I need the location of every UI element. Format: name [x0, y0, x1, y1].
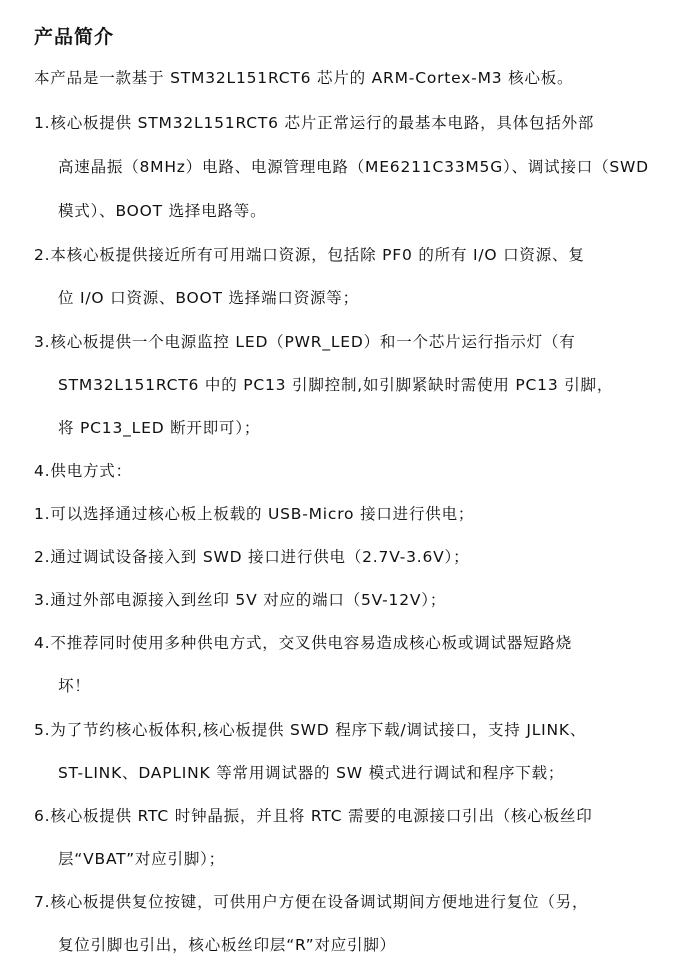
list-item-4-heading: 4.供电方式：: [34, 462, 132, 480]
list-item-6-line-2: 层“VBAT”对应引脚）；: [58, 850, 225, 868]
list-item-5-line-2: ST-LINK、DAPLINK 等常用调试器的 SW 模式进行调试和程序下载；: [58, 764, 565, 782]
power-item-4-line-1: 4.不推荐同时使用多种供电方式，交叉供电容易造成核心板或调试器短路烧: [34, 634, 572, 652]
document-title: 产品简介: [34, 26, 115, 48]
list-item-7-line-1: 7.核心板提供复位按键，可供用户方便在设备调试期间方便地进行复位（另，: [34, 893, 589, 911]
list-item-1-line-3: 模式）、BOOT 选择电路等。: [58, 202, 267, 220]
power-item-4-line-2: 坏！: [58, 677, 91, 695]
list-item-6-line-1: 6.核心板提供 RTC 时钟晶振，并且将 RTC 需要的电源接口引出（核心板丝印: [34, 807, 593, 825]
list-item-5-line-1: 5.为了节约核心板体积,核心板提供 SWD 程序下载/调试接口，支持 JLINK、: [34, 721, 587, 739]
list-item-2-line-2: 位 I/O 口资源、BOOT 选择端口资源等；: [58, 289, 359, 307]
list-item-3-line-1: 3.核心板提供一个电源监控 LED（PWR_LED）和一个芯片运行指示灯（有: [34, 333, 576, 351]
list-item-1-line-1: 1.核心板提供 STM32L151RCT6 芯片正常运行的最基本电路，具体包括外部: [34, 114, 595, 132]
power-item-3: 3.通过外部电源接入到丝印 5V 对应的端口（5V-12V）；: [34, 591, 447, 609]
power-item-1: 1.可以选择通过核心板上板载的 USB-Micro 接口进行供电；: [34, 505, 475, 523]
list-item-7-line-2: 复位引脚也引出，核心板丝印层“R”对应引脚）: [58, 936, 396, 954]
list-item-3-line-2: STM32L151RCT6 中的 PC13 引脚控制,如引脚紧缺时需使用 PC13 引脚，: [58, 376, 614, 394]
paragraph-intro: 本产品是一款基于 STM32L151RCT6 芯片的 ARM-Cortex-M3 核心板。: [34, 69, 574, 87]
list-item-3-line-3: 将 PC13_LED 断开即可）；: [58, 419, 261, 437]
power-item-2: 2.通过调试设备接入到 SWD 接口进行供电（2.7V-3.6V）；: [34, 548, 470, 566]
list-item-2-line-1: 2.本核心板提供接近所有可用端口资源，包括除 PF0 的所有 I/O 口资源、复: [34, 246, 585, 264]
list-item-1-line-2: 高速晶振（8MHz）电路、电源管理电路（ME6211C33M5G）、调试接口（SWD: [58, 158, 649, 176]
